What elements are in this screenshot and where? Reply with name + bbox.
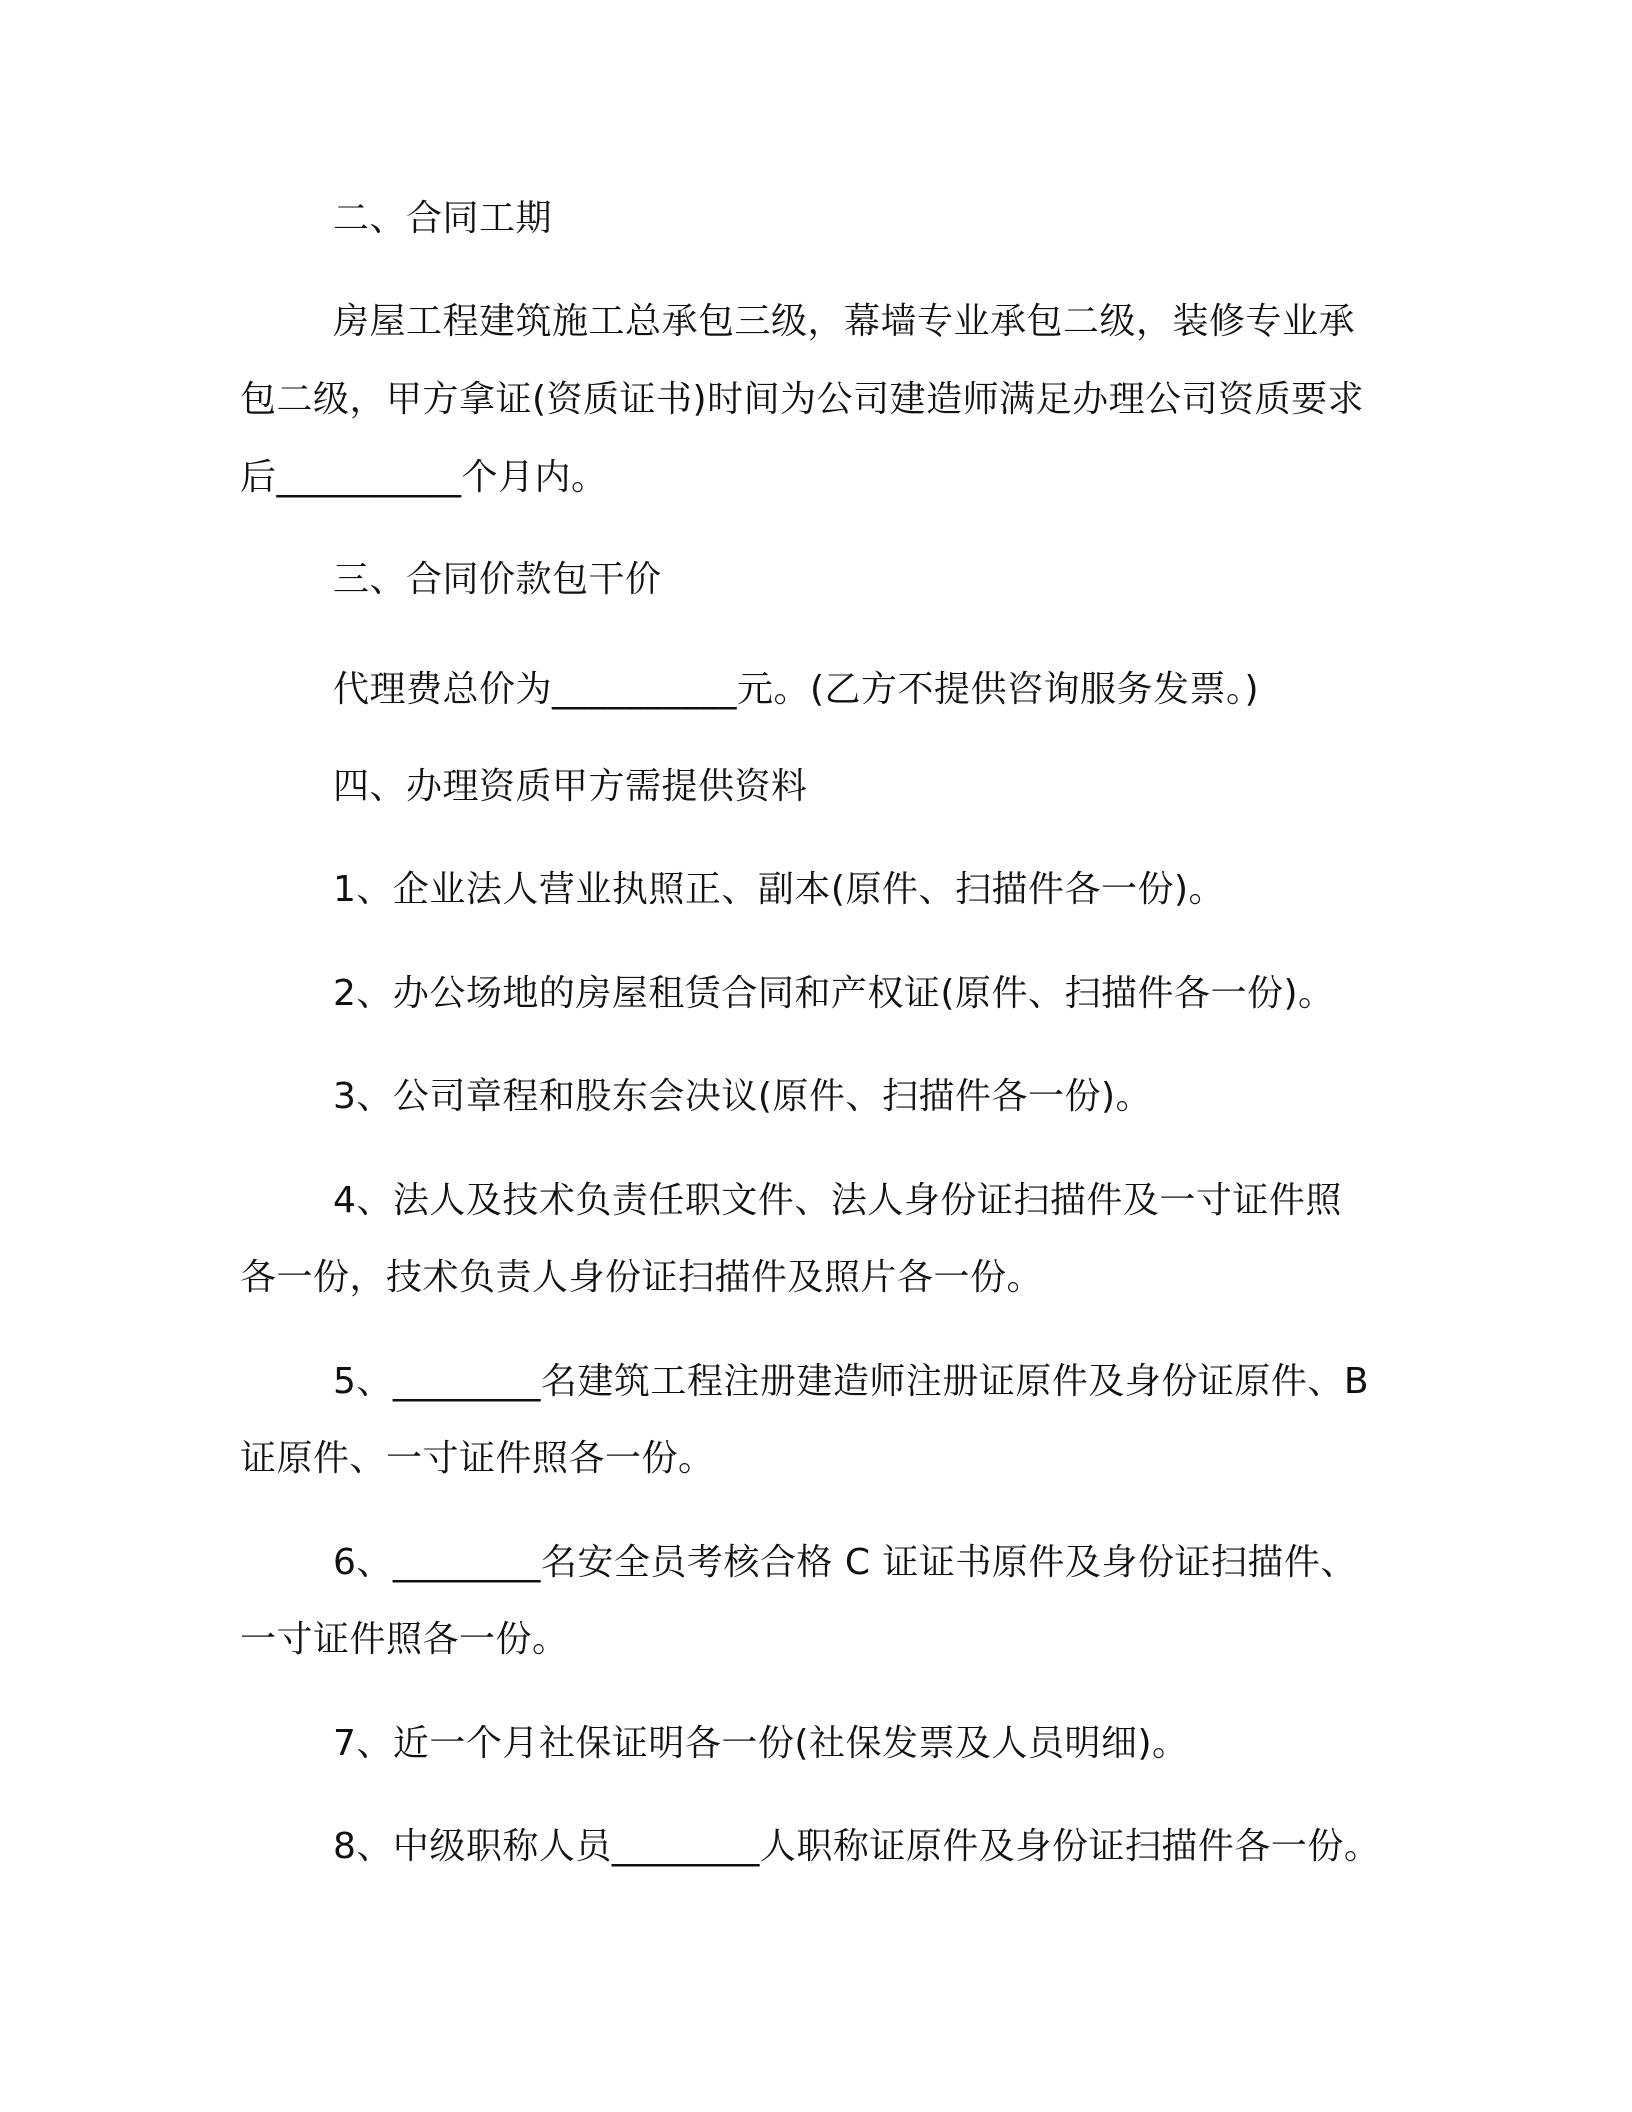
section-2-heading: 二、合同工期 — [333, 198, 553, 239]
list-item-5-line-2: 证原件、一寸证件照各一份。 — [240, 1438, 715, 1479]
section-3-paragraph: 代理费总价为__________元。(乙方不提供咨询服务发票。) — [333, 669, 1260, 710]
section-3-heading: 三、合同价款包干价 — [333, 559, 662, 600]
list-item-5-line-1: 5、________名建筑工程注册建造师注册证原件及身份证原件、B — [333, 1361, 1370, 1402]
section-2-paragraph-line-1: 房屋工程建筑施工总承包三级，幕墙专业承包二级，装修专业承 — [333, 301, 1356, 342]
list-item-7: 7、近一个月社保证明各一份(社保发票及人员明细)。 — [333, 1723, 1189, 1764]
list-item-6-line-2: 一寸证件照各一份。 — [240, 1619, 569, 1660]
list-item-8: 8、中级职称人员________人职称证原件及身份证扫描件各一份。 — [333, 1826, 1381, 1867]
section-2-paragraph-line-3: 后__________个月内。 — [240, 457, 608, 498]
list-item-1: 1、企业法人营业执照正、副本(原件、扫描件各一份)。 — [333, 869, 1225, 910]
list-item-4-line-1: 4、法人及技术负责任职文件、法人身份证扫描件及一寸证件照 — [333, 1180, 1342, 1221]
list-item-4-line-2: 各一份，技术负责人身份证扫描件及照片各一份。 — [240, 1257, 1044, 1298]
section-4-heading: 四、办理资质甲方需提供资料 — [333, 766, 808, 807]
section-2-paragraph-line-2: 包二级，甲方拿证(资质证书)时间为公司建造师满足办理公司资质要求 — [240, 379, 1365, 420]
list-item-3: 3、公司章程和股东会决议(原件、扫描件各一份)。 — [333, 1076, 1152, 1117]
list-item-2: 2、办公场地的房屋租赁合同和产权证(原件、扫描件各一份)。 — [333, 973, 1335, 1014]
list-item-6-line-1: 6、________名安全员考核合格 C 证证书原件及身份证扫描件、 — [333, 1542, 1357, 1583]
